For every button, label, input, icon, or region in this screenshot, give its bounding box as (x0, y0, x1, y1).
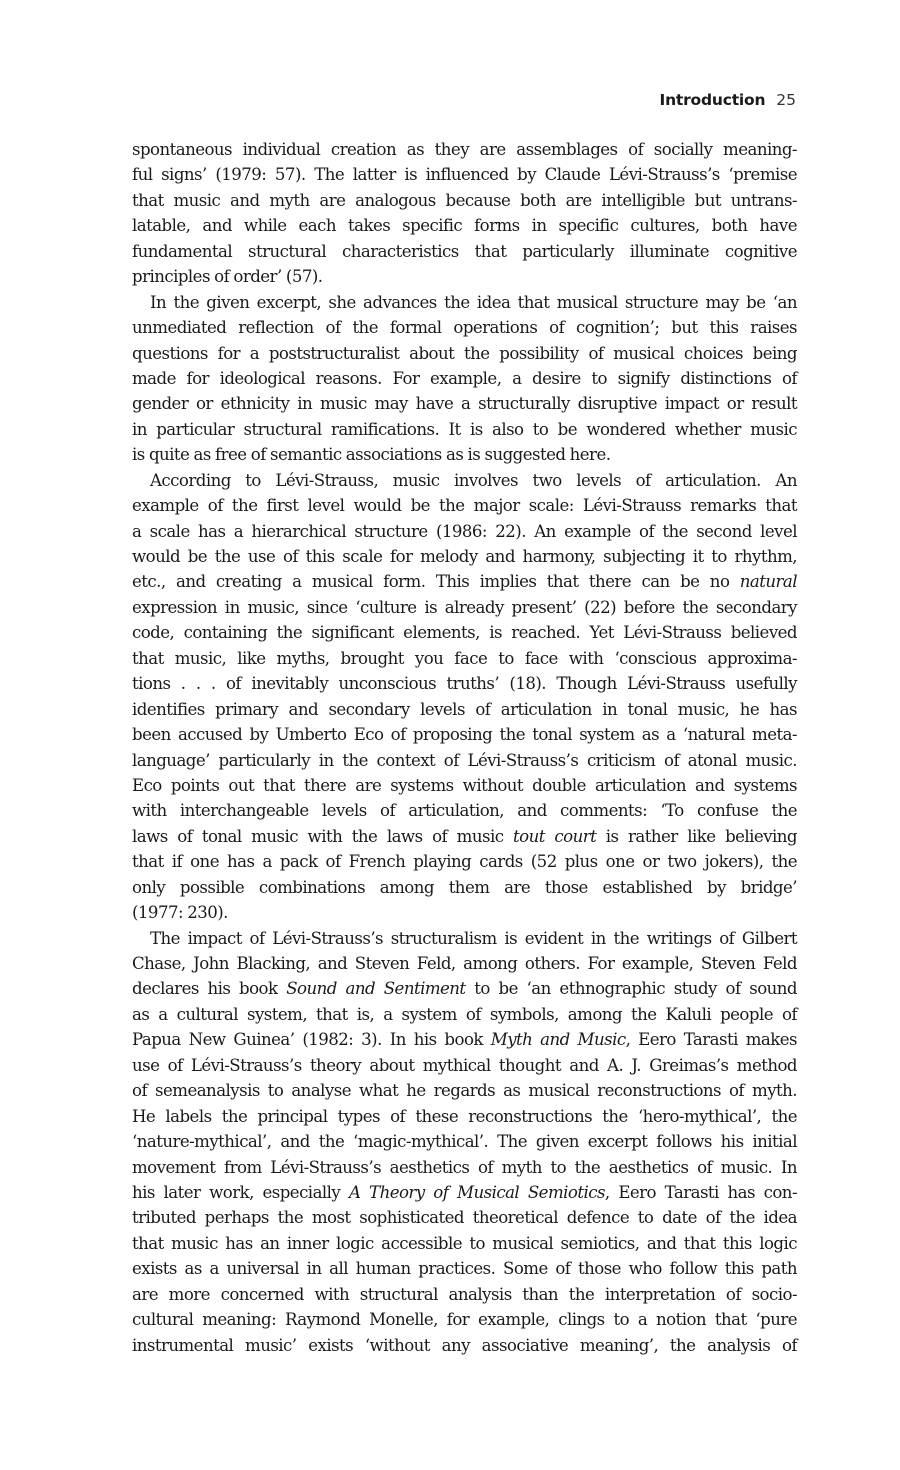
italic-text: Sound and Sentiment (286, 979, 466, 999)
text-run: Chase, John Blacking, and Steven Feld, among others. For example, Steven Feld (132, 954, 797, 973)
running-head (660, 89, 797, 111)
paragraph (132, 468, 797, 926)
text-run: fundamental structural characteristics that particularly illuminate cognitive (132, 241, 797, 261)
body-text (132, 137, 797, 1358)
text-line (132, 798, 797, 823)
text-line (132, 773, 797, 798)
running-head-title: Introduction (659, 91, 766, 109)
text-line (132, 1205, 797, 1230)
paragraph (132, 926, 797, 1358)
text-line (132, 646, 797, 671)
text-run: a scale has a hierarchical structure (1986: 22). An example of the second level (132, 521, 797, 541)
text-line (132, 875, 797, 900)
text-line (132, 544, 797, 569)
text-run: in particular structural ramifications. It is also to be wondered whether music (132, 419, 797, 439)
text-line (132, 671, 797, 696)
text-line (132, 1155, 797, 1180)
text-run: ‘nature-mythical’, and the ‘magic-mythical’. The given excerpt follows his initial (132, 1132, 797, 1152)
text-line (132, 1231, 797, 1256)
text-line (132, 976, 797, 1001)
text-line (132, 137, 797, 162)
text-line (132, 417, 797, 442)
text-line (132, 468, 797, 493)
text-run: that if one has a pack of French playing cards (52 plus one or two jokers), the (132, 852, 797, 872)
text-line (132, 290, 797, 315)
text-line (132, 1333, 797, 1358)
text-line (132, 697, 797, 722)
text-run: Eco points out that there are systems without double articulation and systems (132, 775, 797, 795)
text-line (132, 1002, 797, 1027)
text-run: code, containing the significant elements, is reached. Yet Lévi-Strauss believed (132, 623, 797, 643)
text-run: of semeanalysis to analyse what he regards as musical reconstructions of myth. (132, 1081, 797, 1101)
text-run: his later work, especially (132, 1182, 349, 1202)
italic-text: A Theory of Musical Semiotics (348, 1182, 605, 1202)
text-line (132, 493, 797, 518)
text-run: only possible combinations among them are those established by bridge’ (132, 877, 797, 897)
text-line (132, 1180, 797, 1205)
text-run: with interchangeable levels of articulation, and comments: ‘To confuse the (132, 801, 797, 821)
text-run: gender or ethnicity in music may have a structurally disruptive impact or result (132, 394, 797, 414)
text-run: expression in music, since ‘culture is already present’ (22) before the secondary (132, 597, 797, 617)
text-line (132, 213, 797, 238)
text-run: would be the use of this scale for melody and harmony, subjecting it to rhythm, (132, 547, 797, 566)
text-run: unmediated reflection of the formal operations of cognition’; but this raises (132, 318, 797, 338)
italic-text: Myth and Music (490, 1030, 626, 1050)
text-line (132, 595, 797, 620)
paragraph (132, 137, 797, 290)
text-line (132, 315, 797, 340)
text-run: principles of order’ (57). (132, 267, 323, 287)
text-run: that music has an inner logic accessible to musical semiotics, and that this logic (132, 1233, 797, 1253)
text-run: exists as a universal in all human practices. Some of those who follow this path (132, 1259, 797, 1279)
text-line (132, 849, 797, 874)
text-run: The impact of Lévi-Strauss’s structuralism is evident in the writings of Gilbert (150, 928, 797, 948)
text-run: tions . . . of inevitably unconscious truths’ (18). Though Lévi-Strauss usefully (132, 674, 797, 694)
text-run: etc., and creating a musical form. This implies that there can be no (132, 572, 740, 592)
text-line (132, 264, 797, 289)
text-line (132, 391, 797, 416)
text-line (132, 442, 797, 467)
text-line (132, 1256, 797, 1281)
text-run: declares his book (132, 979, 287, 999)
text-line (132, 1027, 797, 1052)
paragraph (132, 290, 797, 468)
text-run: is rather like believing (596, 826, 797, 846)
text-line (132, 1307, 797, 1332)
text-run: that music, like myths, brought you face to face with ‘conscious approxima- (132, 648, 797, 668)
text-run: Papua New Guinea’ (1982: 3). In his book (132, 1030, 491, 1050)
text-run: laws of tonal music with the laws of music (132, 826, 514, 846)
text-run: is quite as free of semantic associations as is suggested here. (132, 445, 611, 465)
text-line (132, 162, 797, 187)
page-number: 25 (776, 91, 796, 109)
text-line (132, 188, 797, 213)
text-run: , Eero Tarasti has con- (604, 1182, 798, 1202)
text-run: made for ideological reasons. For example, a desire to signify distinctions of (132, 368, 797, 388)
text-run: In the given excerpt, she advances the idea that musical structure may be ‘an (150, 292, 797, 312)
text-run: , Eero Tarasti makes (625, 1030, 797, 1050)
text-run: According to Lévi-Strauss, music involves two levels of articulation. An (150, 470, 797, 490)
text-run: movement from Lévi-Strauss’s aesthetics of myth to the aesthetics of music. In (132, 1157, 797, 1177)
text-line (132, 1053, 797, 1078)
text-line (132, 620, 797, 645)
text-line (132, 1078, 797, 1103)
text-run: as a cultural system, that is, a system of symbols, among the Kaluli people of (132, 1004, 797, 1024)
text-run: ful signs’ (1979: 57). The latter is influenced by Claude Lévi-Strauss’s ‘premise (132, 165, 797, 185)
italic-text: natural (739, 572, 797, 592)
text-line (132, 1104, 797, 1129)
text-run: (1977: 230). (132, 903, 228, 923)
text-run: latable, and while each takes specific forms in specific cultures, both have (132, 216, 797, 236)
text-line (132, 824, 797, 849)
text-run: that music and myth are analogous because both are intelligible but untrans- (132, 190, 797, 210)
text-line (132, 519, 797, 544)
text-line (132, 748, 797, 773)
text-run: language’ particularly in the context of Lévi-Strauss’s criticism of atonal music. (132, 750, 797, 770)
text-run: example of the first level would be the major scale: Lévi-Strauss remarks that (132, 496, 797, 516)
text-run: spontaneous individual creation as they are assemblages of socially meaning- (132, 140, 797, 159)
text-line (132, 1282, 797, 1307)
italic-text: tout court (513, 826, 597, 846)
text-line (132, 1129, 797, 1154)
text-run: been accused by Umberto Eco of proposing the tonal system as a ‘natural meta- (132, 725, 797, 745)
text-line (132, 951, 797, 976)
text-run: He labels the principal types of these reconstructions the ‘hero-mythical’, the (132, 1106, 797, 1126)
text-line (132, 239, 797, 264)
text-line (132, 341, 797, 366)
text-line (132, 900, 797, 925)
text-run: to be ‘an ethnographic study of sound (465, 979, 798, 999)
text-line (132, 366, 797, 391)
text-run: are more concerned with structural analysis than the interpretation of socio- (132, 1284, 797, 1304)
text-run: use of Lévi-Strauss’s theory about mythical thought and A. J. Greimas’s method (132, 1055, 797, 1075)
text-line (132, 722, 797, 747)
text-run: questions for a poststructuralist about the possibility of musical choices being (132, 343, 797, 363)
text-line (132, 926, 797, 951)
text-run: cultural meaning: Raymond Monelle, for example, clings to a notion that ‘pure (132, 1310, 797, 1330)
text-run: instrumental music’ exists ‘without any associative meaning’, the analysis of (132, 1335, 797, 1355)
text-run: identifies primary and secondary levels of articulation in tonal music, he has (132, 699, 797, 719)
text-line (132, 569, 797, 594)
text-run: tributed perhaps the most sophisticated theoretical defence to date of the idea (132, 1208, 797, 1228)
